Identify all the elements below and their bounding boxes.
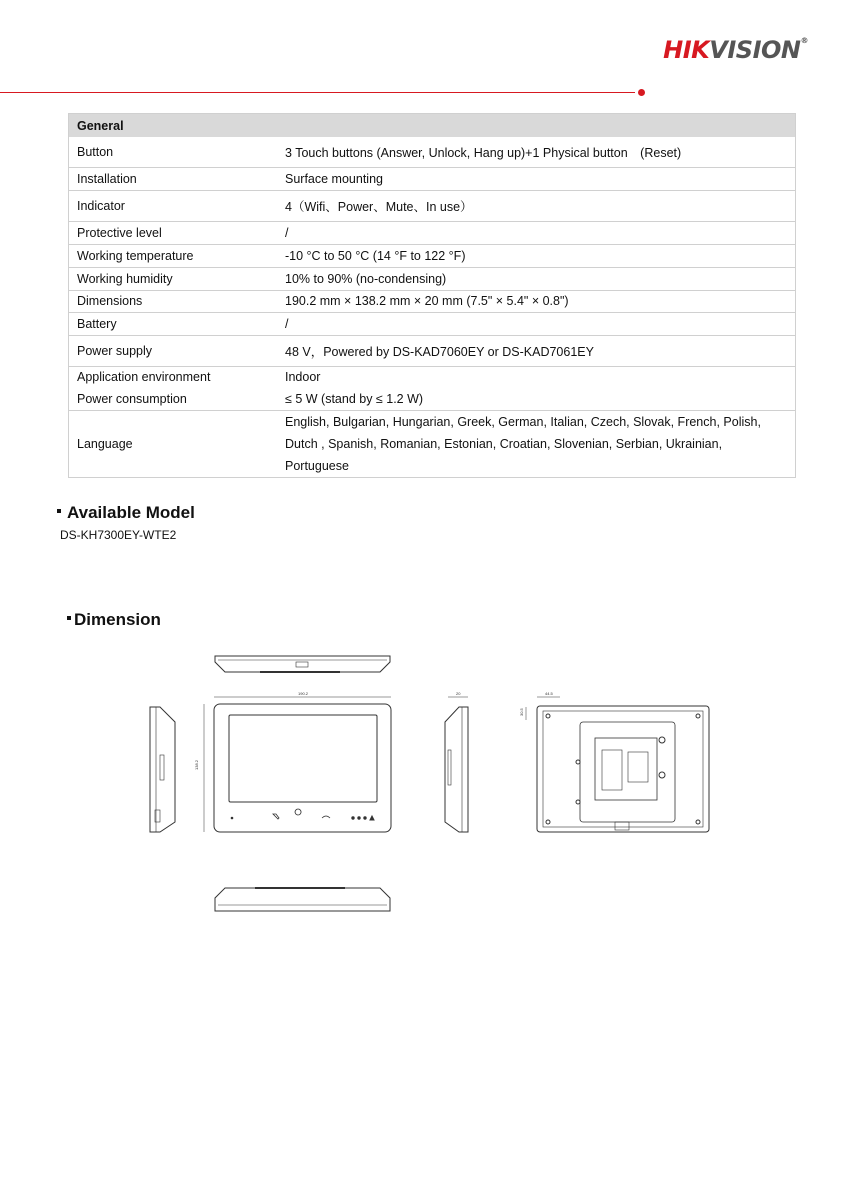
dim-rear-offset-label: 44.5 (545, 691, 553, 696)
spec-section-title: General (69, 114, 796, 138)
language-line: English, Bulgarian, Hungarian, Greek, German, Italian, Czech, Slovak, French, Polish, (285, 414, 761, 429)
spec-value: / (277, 312, 796, 335)
top-view (215, 656, 390, 672)
spec-key: Application environment (77, 370, 211, 385)
spec-key: Working temperature (69, 244, 278, 267)
logo-vision: VISION (709, 36, 801, 64)
available-model-title: Available Model (67, 503, 195, 522)
left-side-view (150, 707, 175, 832)
spec-key: Dimensions (69, 290, 278, 312)
dimension-title: Dimension (74, 610, 161, 629)
bottom-view (215, 888, 390, 911)
spec-value: Surface mounting (277, 167, 796, 190)
spec-key: Power supply (69, 335, 278, 366)
spec-key: Working humidity (69, 267, 278, 290)
spec-key: Language (77, 436, 133, 451)
dim-depth-label: 20 (456, 691, 461, 696)
dim-width-label: 190.2 (298, 691, 309, 696)
language-line: Portuguese (285, 458, 349, 473)
spec-value: ≤ 5 W (stand by ≤ 1.2 W) (277, 388, 796, 410)
logo-hik: HIK (663, 36, 710, 64)
spec-value: 3 Touch buttons (Answer, Unlock, Hang up)+1 Physical button (Reset) (277, 137, 796, 167)
dim-height-label: 138.2 (194, 759, 199, 770)
logo-registered-mark: ® (800, 36, 808, 45)
spec-value: 4（Wifi、Power、Mute、In use） (277, 190, 796, 221)
rear-view (526, 697, 709, 832)
model-number: DS-KH7300EY-WTE2 (60, 528, 177, 542)
spec-value: Indoor (285, 370, 321, 385)
right-side-view (445, 697, 468, 832)
spec-value: 10% to 90% (no-condensing) (277, 267, 796, 290)
spec-key: Battery (69, 312, 278, 335)
front-view (204, 697, 391, 832)
spec-key: Power consumption (69, 388, 278, 410)
spec-value: -10 °C to 50 °C (14 °F to 122 °F) (277, 244, 796, 267)
language-line: Dutch , Spanish, Romanian, Estonian, Croatian, Slovenian, Serbian, Ukrainian, (285, 436, 723, 451)
spec-key: Indicator (69, 190, 278, 221)
spec-key: Button (69, 137, 278, 167)
spec-key: Installation (69, 167, 278, 190)
spec-value: 48 V，Powered by DS-KAD7060EY or DS-KAD7061EY (277, 335, 796, 366)
spec-value: / (277, 221, 796, 244)
spec-value: 190.2 mm × 138.2 mm × 20 mm (7.5" × 5.4" × 0.8") (277, 290, 796, 312)
dim-rear-small-label: 30.5 (519, 708, 524, 716)
spec-key: Protective level (69, 221, 278, 244)
